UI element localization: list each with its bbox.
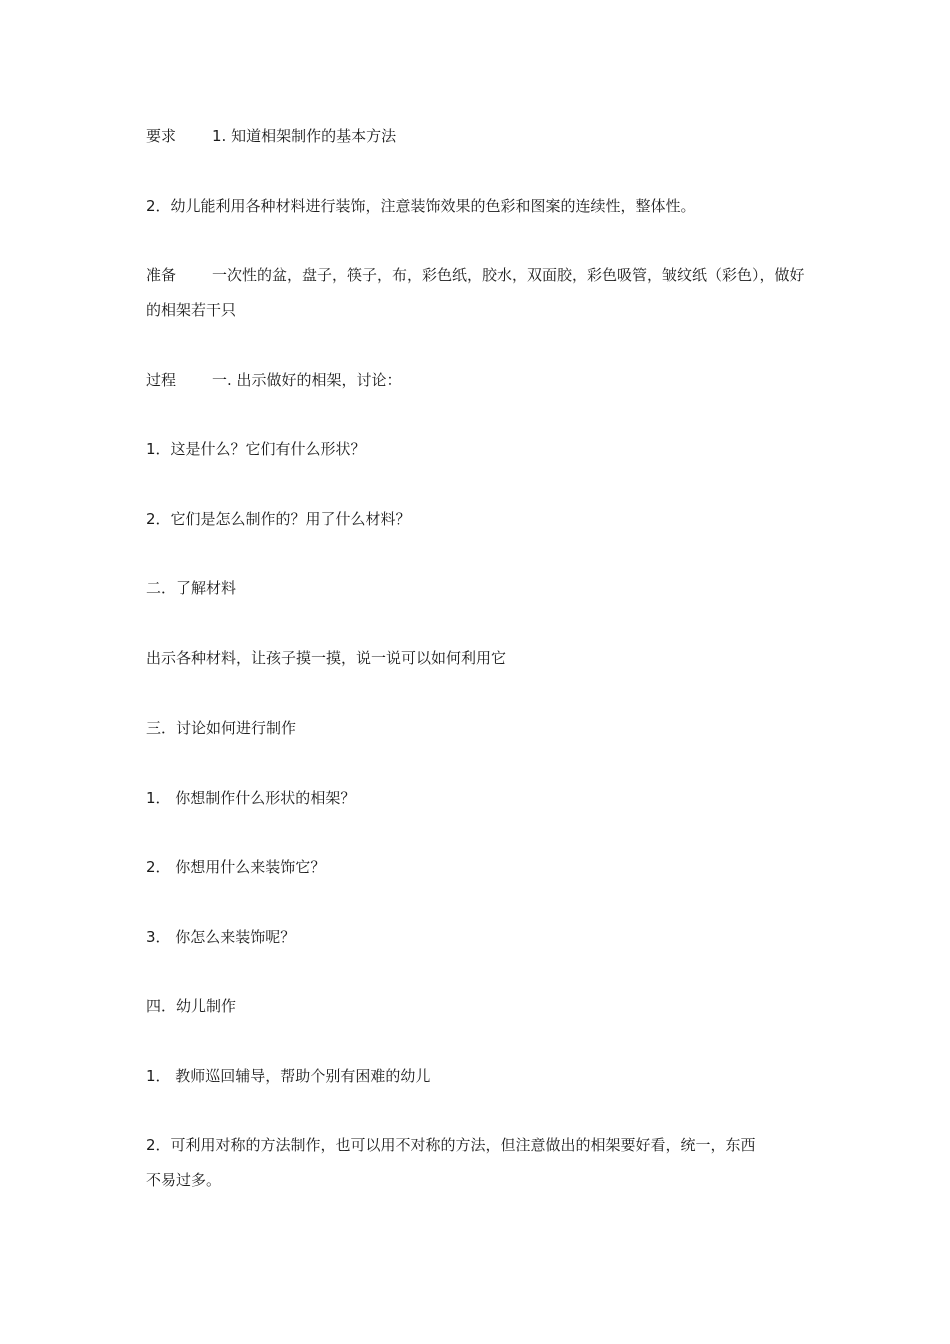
- step-2-heading: 二．了解材料: [146, 579, 237, 597]
- process-line: [146, 362, 816, 398]
- step-3-item-3: 3． 你怎么来装饰呢？: [146, 928, 296, 946]
- requirement-label: 要求: [146, 127, 177, 145]
- question-1: 1．这是什么？它们有什么形状？: [146, 440, 366, 458]
- requirement-line: [146, 118, 816, 154]
- preparation-text: 一次性的盆，盘子，筷子，布，彩色纸，胶水，双面胶，彩色吸管，皱纹纸（彩色），做好: [212, 266, 805, 284]
- requirement-item-2: 2．幼儿能利用各种材料进行装饰，注意装饰效果的色彩和图案的连续性，整体性。: [146, 197, 696, 215]
- step-3-item-2: 2． 你想用什么来装饰它？: [146, 858, 326, 876]
- preparation-label: 准备: [146, 266, 177, 284]
- requirement-item-1: 1. 知道相架制作的基本方法: [212, 127, 397, 145]
- step-4-item-2-cont: 不易过多。: [146, 1171, 222, 1189]
- preparation-text-cont: 的相架若干只: [146, 301, 237, 319]
- step-4-item-1: 1． 教师巡回辅导，帮助个别有困难的幼儿: [146, 1067, 431, 1085]
- step-3-item-1: 1． 你想制作什么形状的相架？: [146, 789, 356, 807]
- step-2-text: 出示各种材料，让孩子摸一摸，说一说可以如何利用它: [146, 649, 507, 667]
- preparation-line: [146, 257, 816, 293]
- step-4-item-2: 2．可利用对称的方法制作，也可以用不对称的方法，但注意做出的相架要好看，统一，东西: [146, 1136, 756, 1154]
- process-step-1: 一. 出示做好的相架，讨论：: [212, 371, 402, 389]
- step-3-heading: 三．讨论如何进行制作: [146, 719, 297, 737]
- process-label: 过程: [146, 371, 177, 389]
- step-4-heading: 四．幼儿制作: [146, 997, 237, 1015]
- question-2: 2．它们是怎么制作的？用了什么材料？: [146, 510, 411, 528]
